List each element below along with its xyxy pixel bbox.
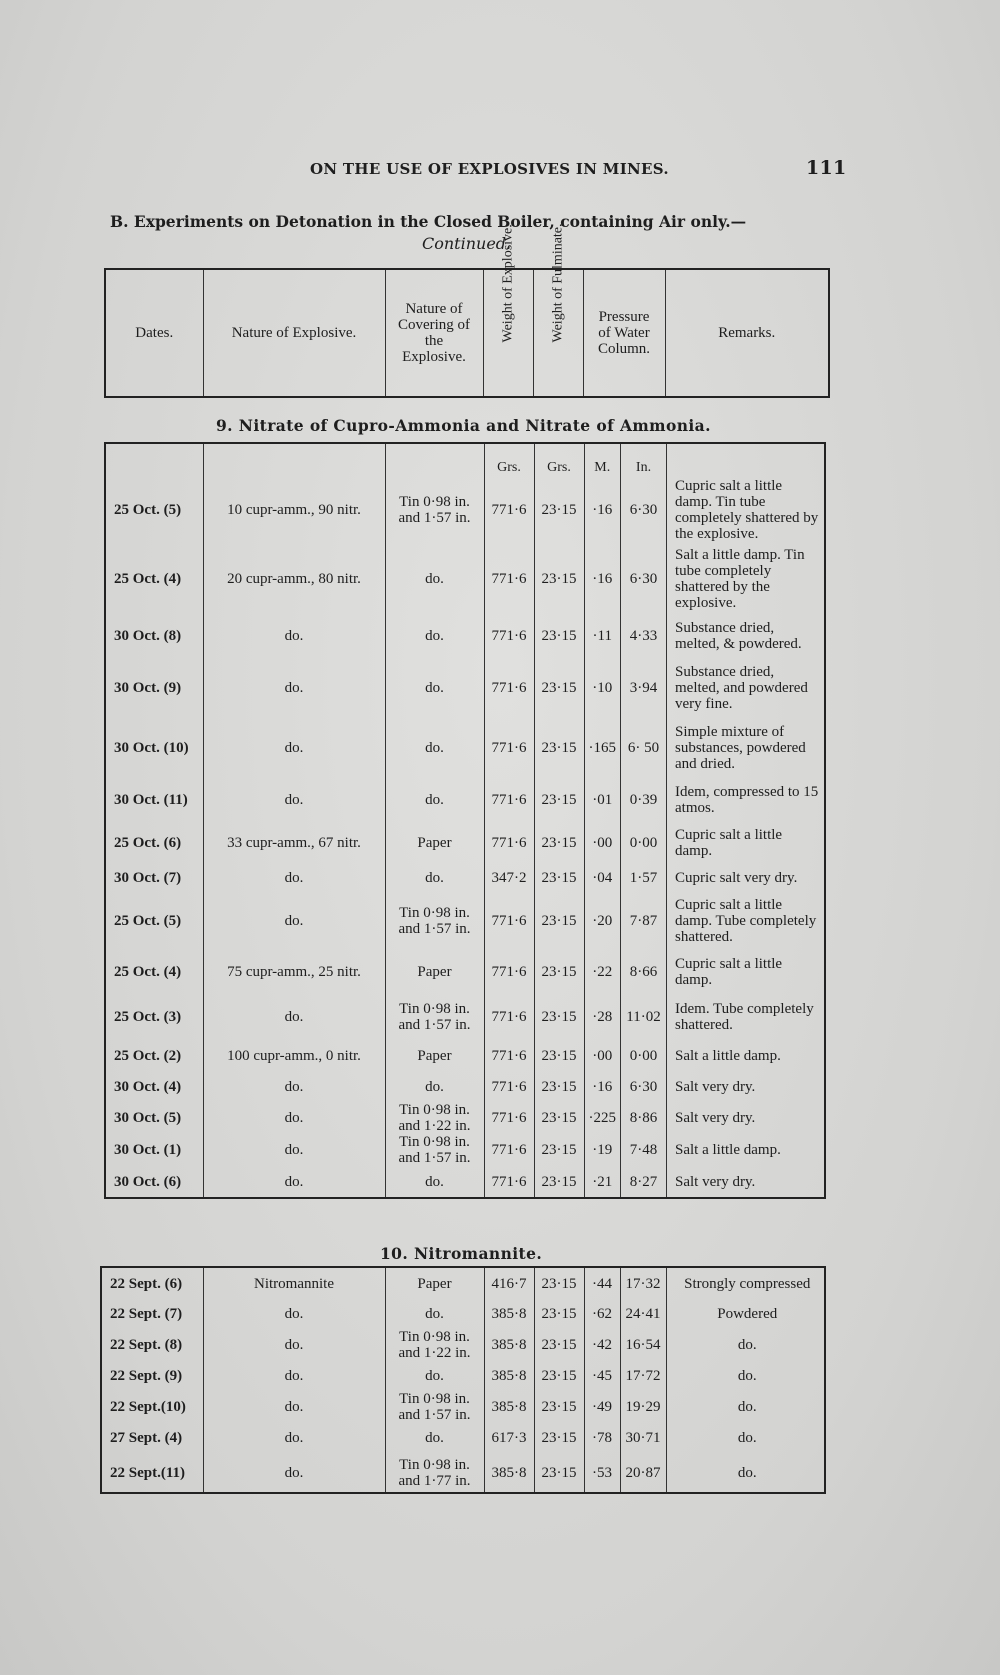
units-blank: [203, 443, 385, 476]
row-weight-explosive: 416·7: [484, 1267, 534, 1299]
row-pressure-in: 11·02: [621, 994, 667, 1040]
row-weight-explosive: 771·6: [484, 1072, 534, 1102]
row-pressure-m: ·42: [584, 1329, 620, 1361]
row-weight-fulminate: 23·15: [534, 1299, 584, 1329]
row-date: 25 Oct. (3): [105, 994, 203, 1040]
table-row: [105, 1040, 825, 1072]
row-remarks: Salt a little damp.: [667, 1134, 826, 1166]
row-pressure-m: ·62: [584, 1299, 620, 1329]
row-date: 22 Sept. (6): [101, 1267, 203, 1299]
row-remarks: Salt a little damp. Tin tube completely shattered by the explosive.: [667, 544, 826, 614]
row-remarks: Cupric salt a little damp. Tube completely shattered.: [667, 892, 826, 950]
header-weight-explosive: [483, 224, 533, 397]
row-weight-fulminate: 23·15: [534, 822, 584, 864]
row-weight-explosive: 385·8: [484, 1329, 534, 1361]
table-row: [105, 718, 825, 778]
row-weight-explosive: 385·8: [484, 1453, 534, 1493]
row-remarks: Cupric salt a little damp.: [667, 822, 826, 864]
row-weight-fulminate: 23·15: [534, 1166, 584, 1198]
row-date: 30 Oct. (4): [105, 1072, 203, 1102]
row-remarks: Strongly compressed: [666, 1267, 825, 1299]
row-weight-explosive: 771·6: [484, 658, 534, 718]
row-pressure-in: 8·27: [621, 1166, 667, 1198]
row-pressure-m: ·00: [584, 1040, 621, 1072]
row-pressure-in: 20·87: [620, 1453, 666, 1493]
section-10-table: [100, 1266, 826, 1494]
unit-grs: Grs.: [484, 443, 534, 476]
header-weight-fulminate-text: Weight of Fulminate.: [550, 223, 566, 343]
row-remarks: Substance dried, melted, and powdered very fine.: [667, 658, 826, 718]
row-pressure-m: ·22: [584, 950, 621, 994]
units-blank: [105, 443, 203, 476]
row-nature-of-explosive: do.: [203, 614, 385, 658]
row-nature-of-explosive: do.: [203, 1102, 385, 1134]
table-row: [105, 892, 825, 950]
row-date: 22 Sept.(10): [101, 1391, 203, 1423]
row-nature-of-explosive: do.: [203, 658, 385, 718]
row-pressure-in: 24·41: [620, 1299, 666, 1329]
row-weight-explosive: 771·6: [484, 718, 534, 778]
row-remarks: Powdered: [666, 1299, 825, 1329]
row-nature-of-explosive: 75 cupr-amm., 25 nitr.: [203, 950, 385, 994]
row-date: 30 Oct. (6): [105, 1166, 203, 1198]
table-row: [101, 1453, 825, 1493]
row-weight-explosive: 385·8: [484, 1299, 534, 1329]
row-nature-of-explosive: 33 cupr-amm., 67 nitr.: [203, 822, 385, 864]
row-weight-fulminate: 23·15: [534, 892, 584, 950]
row-nature-of-explosive: do.: [203, 864, 385, 892]
header-covering: [385, 269, 483, 397]
row-date: 22 Sept.(11): [101, 1453, 203, 1493]
row-covering: Paper: [385, 822, 484, 864]
unit-grs: Grs.: [534, 443, 584, 476]
row-date: 30 Oct. (10): [105, 718, 203, 778]
row-nature-of-explosive: do.: [203, 718, 385, 778]
header-nature: Nature of Explosive.: [203, 269, 385, 397]
row-date: 30 Oct. (8): [105, 614, 203, 658]
row-covering: do.: [385, 1072, 484, 1102]
row-weight-explosive: 771·6: [484, 778, 534, 822]
row-date: 27 Sept. (4): [101, 1423, 203, 1453]
row-covering: Tin 0·98 in. and 1·57 in.: [385, 476, 484, 544]
row-covering: do.: [385, 658, 484, 718]
row-remarks: do.: [666, 1391, 825, 1423]
row-nature-of-explosive: do.: [203, 1361, 385, 1391]
row-weight-fulminate: 23·15: [534, 950, 584, 994]
table-row: [101, 1299, 825, 1329]
row-pressure-in: 19·29: [620, 1391, 666, 1423]
row-remarks: Salt very dry.: [667, 1102, 826, 1134]
row-nature-of-explosive: do.: [203, 1072, 385, 1102]
row-date: 25 Oct. (4): [105, 544, 203, 614]
row-covering: Paper: [385, 1267, 484, 1299]
row-pressure-m: ·01: [584, 778, 621, 822]
row-weight-fulminate: 23·15: [534, 1072, 584, 1102]
table-row: [105, 950, 825, 994]
row-weight-fulminate: 23·15: [534, 544, 584, 614]
row-nature-of-explosive: 10 cupr-amm., 90 nitr.: [203, 476, 385, 544]
row-weight-explosive: 771·6: [484, 614, 534, 658]
row-nature-of-explosive: do.: [203, 1134, 385, 1166]
row-pressure-m: ·10: [584, 658, 621, 718]
row-date: 22 Sept. (9): [101, 1361, 203, 1391]
row-remarks: Idem. Tube completely shattered.: [667, 994, 826, 1040]
table-row: [101, 1267, 825, 1299]
row-weight-explosive: 771·6: [484, 994, 534, 1040]
row-covering: Tin 0·98 in. and 1·57 in.: [385, 1134, 484, 1166]
row-covering: do.: [385, 1423, 484, 1453]
row-weight-explosive: 771·6: [484, 1166, 534, 1198]
row-covering: Tin 0·98 in. and 1·57 in.: [385, 1391, 484, 1423]
row-pressure-in: 16·54: [620, 1329, 666, 1361]
table-row: [105, 614, 825, 658]
unit-in: In.: [621, 443, 667, 476]
row-covering: do.: [385, 1361, 484, 1391]
header-pressure-text: Pressure of Water Column.: [597, 309, 651, 357]
row-pressure-m: ·44: [584, 1267, 620, 1299]
row-date: 22 Sept. (7): [101, 1299, 203, 1329]
table-row: [105, 1134, 825, 1166]
table-row: [105, 544, 825, 614]
row-remarks: Salt a little damp.: [667, 1040, 826, 1072]
row-date: 22 Sept. (8): [101, 1329, 203, 1361]
table-caption: B. Experiments on Detonation in the Closed Boiler, containing Air only.—: [110, 212, 747, 231]
row-date: 25 Oct. (5): [105, 892, 203, 950]
row-pressure-m: ·53: [584, 1453, 620, 1493]
row-weight-explosive: 771·6: [484, 1134, 534, 1166]
units-blank: [667, 443, 826, 476]
row-remarks: Salt very dry.: [667, 1166, 826, 1198]
row-weight-fulminate: 23·15: [534, 1040, 584, 1072]
table-row: [105, 1166, 825, 1198]
row-pressure-m: ·04: [584, 864, 621, 892]
row-pressure-in: 6·30: [621, 544, 667, 614]
row-date: 30 Oct. (11): [105, 778, 203, 822]
row-pressure-in: 3·94: [621, 658, 667, 718]
row-pressure-m: ·78: [584, 1423, 620, 1453]
row-weight-explosive: 771·6: [484, 544, 534, 614]
table-row: [105, 658, 825, 718]
table-row: [105, 476, 825, 544]
row-remarks: do.: [666, 1361, 825, 1391]
row-pressure-in: 8·86: [621, 1102, 667, 1134]
table-row: [105, 1072, 825, 1102]
row-nature-of-explosive: do.: [203, 1391, 385, 1423]
row-weight-explosive: 771·6: [484, 950, 534, 994]
row-pressure-in: 30·71: [620, 1423, 666, 1453]
row-weight-fulminate: 23·15: [534, 1329, 584, 1361]
row-weight-fulminate: 23·15: [534, 1134, 584, 1166]
row-nature-of-explosive: do.: [203, 1166, 385, 1198]
row-pressure-in: 0·39: [621, 778, 667, 822]
section-9-table: [104, 442, 826, 1199]
row-nature-of-explosive: do.: [203, 1453, 385, 1493]
row-nature-of-explosive: 20 cupr-amm., 80 nitr.: [203, 544, 385, 614]
row-nature-of-explosive: do.: [203, 1329, 385, 1361]
row-remarks: do.: [666, 1423, 825, 1453]
row-nature-of-explosive: 100 cupr-amm., 0 nitr.: [203, 1040, 385, 1072]
row-weight-fulminate: 23·15: [534, 994, 584, 1040]
row-covering: Paper: [385, 950, 484, 994]
row-pressure-in: 6·30: [621, 476, 667, 544]
table-row: [101, 1423, 825, 1453]
row-nature-of-explosive: Nitromannite: [203, 1267, 385, 1299]
row-covering: do.: [385, 1166, 484, 1198]
row-pressure-in: 0·00: [621, 822, 667, 864]
row-nature-of-explosive: do.: [203, 892, 385, 950]
row-pressure-in: 7·87: [621, 892, 667, 950]
row-pressure-m: ·165: [584, 718, 621, 778]
row-date: 30 Oct. (1): [105, 1134, 203, 1166]
row-pressure-m: ·225: [584, 1102, 621, 1134]
table-row: [101, 1329, 825, 1361]
row-weight-explosive: 771·6: [484, 476, 534, 544]
row-weight-explosive: 385·8: [484, 1391, 534, 1423]
row-pressure-in: 0·00: [621, 1040, 667, 1072]
header-dates: Dates.: [105, 269, 203, 397]
table-row: [101, 1361, 825, 1391]
row-nature-of-explosive: do.: [203, 994, 385, 1040]
row-weight-fulminate: 23·15: [534, 1453, 584, 1493]
row-remarks: do.: [666, 1329, 825, 1361]
row-weight-explosive: 771·6: [484, 1102, 534, 1134]
row-covering: Tin 0·98 in. and 1·57 in.: [385, 892, 484, 950]
row-weight-fulminate: 23·15: [534, 864, 584, 892]
row-remarks: Cupric salt very dry.: [667, 864, 826, 892]
table-row: [105, 822, 825, 864]
header-covering-text: Nature of Covering of the Explosive.: [397, 301, 471, 365]
row-weight-explosive: 771·6: [484, 892, 534, 950]
row-date: 25 Oct. (4): [105, 950, 203, 994]
row-covering: Tin 0·98 in. and 1·22 in.: [385, 1102, 484, 1134]
caption-continued: Continued.: [422, 234, 512, 253]
row-pressure-in: 1·57: [621, 864, 667, 892]
row-date: 30 Oct. (7): [105, 864, 203, 892]
section-10-title: 10. Nitromannite.: [380, 1244, 543, 1263]
row-covering: Tin 0·98 in. and 1·77 in.: [385, 1453, 484, 1493]
row-pressure-in: 8·66: [621, 950, 667, 994]
row-covering: do.: [385, 718, 484, 778]
row-date: 30 Oct. (9): [105, 658, 203, 718]
row-weight-fulminate: 23·15: [534, 1267, 584, 1299]
row-weight-explosive: 347·2: [484, 864, 534, 892]
row-weight-fulminate: 23·15: [534, 718, 584, 778]
row-pressure-in: 17·32: [620, 1267, 666, 1299]
row-pressure-m: ·49: [584, 1391, 620, 1423]
row-pressure-m: ·21: [584, 1166, 621, 1198]
row-pressure-in: 7·48: [621, 1134, 667, 1166]
row-pressure-m: ·28: [584, 994, 621, 1040]
row-weight-fulminate: 23·15: [534, 1391, 584, 1423]
row-date: 25 Oct. (6): [105, 822, 203, 864]
row-remarks: Cupric salt a little damp.: [667, 950, 826, 994]
row-covering: do.: [385, 614, 484, 658]
row-covering: do.: [385, 778, 484, 822]
table-row: [101, 1391, 825, 1423]
row-covering: Tin 0·98 in. and 1·22 in.: [385, 1329, 484, 1361]
row-weight-fulminate: 23·15: [534, 1102, 584, 1134]
row-pressure-m: ·16: [584, 544, 621, 614]
row-remarks: Cupric salt a little damp. Tin tube completely shattered by the explosive.: [667, 476, 826, 544]
section-9-title: 9. Nitrate of Cupro-Ammonia and Nitrate of Ammonia.: [216, 416, 711, 435]
header-weight-fulminate: [533, 223, 583, 397]
row-remarks: do.: [666, 1453, 825, 1493]
row-pressure-in: 6· 50: [621, 718, 667, 778]
table-row: [105, 778, 825, 822]
section-9-body: [105, 443, 825, 1198]
row-pressure-m: ·11: [584, 614, 621, 658]
row-date: 25 Oct. (2): [105, 1040, 203, 1072]
row-nature-of-explosive: do.: [203, 1423, 385, 1453]
row-pressure-in: 17·72: [620, 1361, 666, 1391]
row-pressure-m: ·20: [584, 892, 621, 950]
row-weight-explosive: 771·6: [484, 822, 534, 864]
units-blank: [385, 443, 484, 476]
row-nature-of-explosive: do.: [203, 778, 385, 822]
table-row: [105, 864, 825, 892]
row-weight-fulminate: 23·15: [534, 1423, 584, 1453]
row-remarks: Salt very dry.: [667, 1072, 826, 1102]
row-weight-fulminate: 23·15: [534, 778, 584, 822]
row-weight-fulminate: 23·15: [534, 658, 584, 718]
row-nature-of-explosive: do.: [203, 1299, 385, 1329]
row-weight-explosive: 771·6: [484, 1040, 534, 1072]
row-pressure-m: ·45: [584, 1361, 620, 1391]
page-number: 111: [806, 157, 847, 179]
row-weight-fulminate: 23·15: [534, 1361, 584, 1391]
unit-m: M.: [584, 443, 621, 476]
row-date: 25 Oct. (5): [105, 476, 203, 544]
row-pressure-m: ·16: [584, 1072, 621, 1102]
row-weight-fulminate: 23·15: [534, 476, 584, 544]
row-covering: do.: [385, 544, 484, 614]
table-row: [105, 1102, 825, 1134]
row-remarks: Substance dried, melted, & powdered.: [667, 614, 826, 658]
row-pressure-m: ·19: [584, 1134, 621, 1166]
row-pressure-in: 4·33: [621, 614, 667, 658]
row-remarks: Simple mixture of substances, powdered and dried.: [667, 718, 826, 778]
running-head-title: ON THE USE OF EXPLOSIVES IN MINES.: [310, 160, 669, 178]
row-weight-explosive: 385·8: [484, 1361, 534, 1391]
row-covering: do.: [385, 864, 484, 892]
row-covering: do.: [385, 1299, 484, 1329]
row-covering: Tin 0·98 in. and 1·57 in.: [385, 994, 484, 1040]
units-row: [105, 443, 825, 476]
header-remarks: Remarks.: [665, 269, 829, 397]
row-weight-explosive: 617·3: [484, 1423, 534, 1453]
header-weight-explosive-text: Weight of Explosive.: [500, 224, 516, 343]
row-covering: Paper: [385, 1040, 484, 1072]
row-pressure-m: ·00: [584, 822, 621, 864]
row-pressure-in: 6·30: [621, 1072, 667, 1102]
row-weight-fulminate: 23·15: [534, 614, 584, 658]
row-pressure-m: ·16: [584, 476, 621, 544]
header-pressure: [583, 269, 665, 397]
table-row: [105, 994, 825, 1040]
row-date: 30 Oct. (5): [105, 1102, 203, 1134]
section-10-body: [101, 1267, 825, 1493]
row-remarks: Idem, compressed to 15 atmos.: [667, 778, 826, 822]
